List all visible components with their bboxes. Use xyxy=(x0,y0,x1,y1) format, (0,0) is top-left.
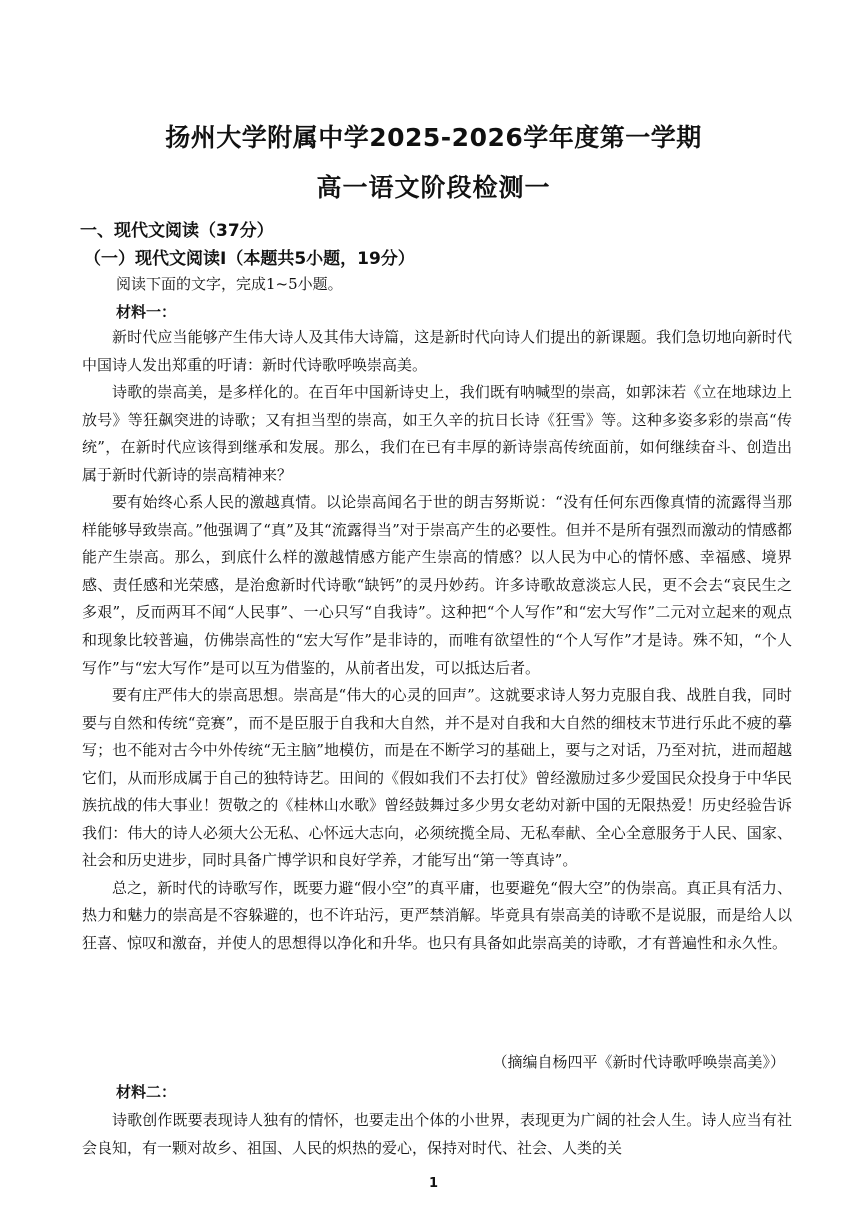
paragraph: 诗歌的崇高美，是多样化的。在百年中国新诗史上，我们既有呐喊型的崇高，如郭沫若《立在地球边上放号》等狂飙突进的诗歌；又有担当型的崇高，如王久辛的抗日长诗《狂雪》等。这种多姿多彩的崇高“传统”，在新时代应该得到继承和发展。那么，我们在已有丰厚的新诗崇高传统面前，如何继续奋斗、创造出属于新时代新诗的崇高精神来？ xyxy=(82,383,792,484)
paragraph: 要有始终心系人民的激越真情。以论崇高闻名于世的朗吉努斯说：“没有任何东西像真情的流露得当那样能够导致崇高。”他强调了“真”及其“流露得当”对于崇高产生的必要性。但并不是所有强烈而激动的情感都能产生崇高。那么，到底什么样的激越情感方能产生崇高的情感？以人民为中心的情怀感、幸福感、境界感、责任感和光荣感，是治愈新时代诗歌“缺钙”的灵丹妙药。许多诗歌故意淡忘人民，更不会去“哀民生之多艰”，反而两耳不闻“人民事”、一心只写“自我诗”。这种把“个人写作”和“宏大写作”二元对立起来的观点和现象比较普遍，仿佛崇高性的“宏大写作”是非诗的，而唯有欲望性的“个人写作”才是诗。殊不知，“个人写作”与“宏大写作”是可以互为借鉴的，从前者出发，可以抵达后者。 xyxy=(82,493,792,677)
exam-subtitle: 高一语文阶段检测一 xyxy=(316,173,551,202)
paragraph: 总之，新时代的诗歌写作，既要力避“假小空”的真平庸，也要避免“假大空”的伪崇高。真正具有活力、热力和魅力的崇高是不容躲避的，也不许玷污，更严禁消解。毕竟具有崇高美的诗歌不是说服，而是给人以狂喜、惊叹和激奋，并使人的思想得以净化和升华。也只有具备如此崇高美的诗歌，才有普遍性和永久性。 xyxy=(82,878,792,953)
paragraph: 新时代应当能够产生伟大诗人及其伟大诗篇，这是新时代向诗人们提出的新课题。我们急切地向新时代中国诗人发出郑重的吁请：新时代诗歌呼唤崇高美。 xyxy=(82,328,792,374)
paragraph: 要有庄严伟大的崇高思想。崇高是“伟大的心灵的回声”。这就要求诗人努力克服自我、战胜自我，同时要与自然和传统“竞赛”，而不是臣服于自我和大自然，并不是对自我和大自然的细枝末节进行乐此不疲的摹写；也不能对古今中外传统“无主脑”地模仿，而是在不断学习的基础上，要与之对话，乃至对抗，进而超越它们，从而形成属于自己的独特诗艺。田间的《假如我们不去打仗》曾经激励过多少爱国民众投身于中华民族抗战的伟大事业！贺敬之的《桂林山水歌》曾经鼓舞过多少男女老幼对新中国的无限热爱！历史经验告诉我们：伟大的诗人必须大公无私、心怀远大志向，必须统揽全局、无私奉献、全心全意服务于人民、国家、社会和历史进步，同时具备广博学识和良好学养，才能写出“第一等真诗”。 xyxy=(82,686,792,870)
page-number: 1 xyxy=(428,1176,439,1191)
subsection-heading: （一）现代文阅读Ⅰ（本题共5小题，19分） xyxy=(84,249,415,269)
material-one-label: 材料一： xyxy=(116,303,177,321)
paragraph: 诗歌创作既要表现诗人独有的情怀，也要走出个体的小世界，表现更为广阔的社会人生。诗人应当有社会良知，有一颗对故乡、祖国、人民的炽热的爱心，保持对时代、社会、人类的关 xyxy=(82,1111,792,1157)
section-heading: 一、现代文阅读（37分） xyxy=(80,221,274,241)
source-citation: （摘编自杨四平《新时代诗歌呼唤崇高美》） xyxy=(492,1053,785,1071)
exam-title: 扬州大学附属中学2025-2026学年度第一学期 xyxy=(165,123,702,152)
instruction-text: 阅读下面的文字，完成1~5小题。 xyxy=(116,275,343,293)
material-one-body xyxy=(82,324,792,958)
material-two-label: 材料二： xyxy=(116,1083,177,1101)
material-two-body xyxy=(82,1106,792,1162)
